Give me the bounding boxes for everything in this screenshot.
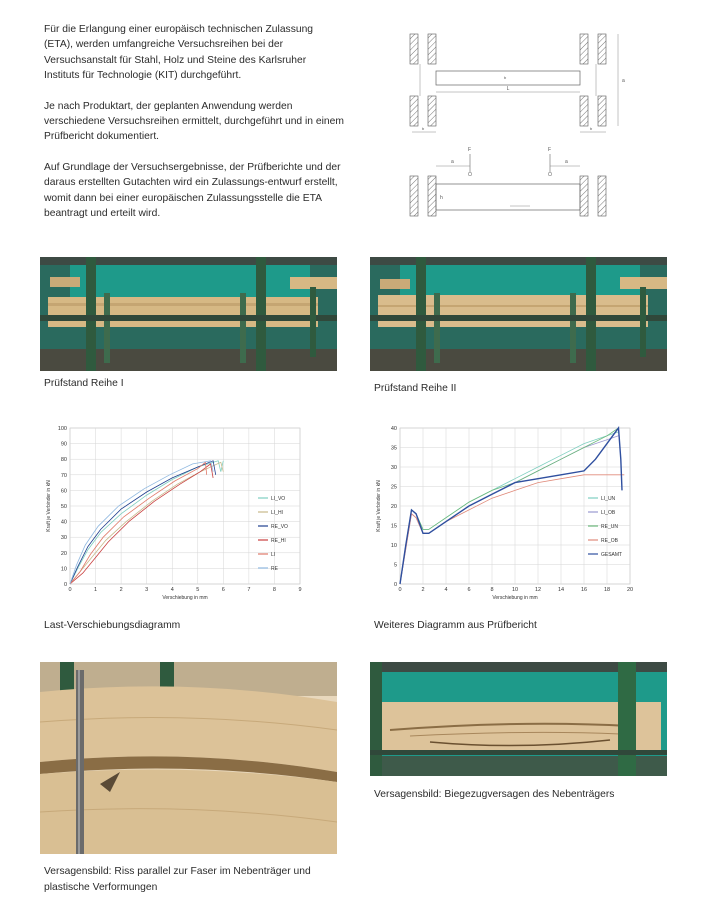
label-dist-right: a [565, 159, 568, 165]
y-tick-label: 40 [390, 426, 397, 432]
label-force-left: F [468, 147, 472, 153]
x-axis-label: Verschiebung in mm [162, 595, 208, 601]
x-tick-label: 2 [421, 587, 425, 593]
legend-entry: LI_OB [601, 510, 616, 516]
label-member: b [504, 75, 507, 80]
x-tick-label: 12 [534, 587, 542, 593]
label-width-right: b [590, 126, 593, 131]
y-tick-label: 0 [63, 582, 67, 588]
label-height: a [622, 78, 625, 84]
test-setup-svg [400, 26, 640, 226]
caption-photo-3: Versagensbild: Riss parallel zur Faser im Nebenträger und plastische Verformungen [44, 866, 311, 893]
y-tick-label: 10 [60, 566, 67, 573]
x-tick-label: 18 [603, 587, 611, 593]
side-view-drawing [410, 147, 606, 216]
legend-entry: LI_HI [271, 510, 283, 516]
caption-chart-1: Last-Verschiebungsdiagramm [44, 620, 181, 631]
caption-photo-4: Versagensbild: Biegezugversagen des Nebenträgers [374, 789, 615, 800]
intro-text [44, 22, 344, 236]
chart-load-displacement [40, 420, 337, 608]
photo-test-rig-1 [40, 257, 337, 371]
legend-entry: LI [271, 552, 276, 558]
x-tick-label: 4 [170, 587, 174, 593]
legend-entry: RE_VO [271, 524, 288, 530]
x-tick-label: 14 [557, 587, 565, 593]
y-tick-label: 15 [390, 523, 397, 530]
test-setup-diagram [400, 26, 640, 226]
y-tick-label: 30 [60, 535, 67, 542]
y-tick-label: 10 [390, 543, 397, 549]
x-tick-label: 3 [145, 587, 149, 593]
chart-test-report [370, 420, 667, 608]
y-tick-label: 0 [393, 582, 397, 588]
x-tick-label: 0 [398, 587, 402, 593]
x-tick-label: 8 [490, 587, 494, 593]
top-view-drawing [410, 34, 625, 132]
chart-2-svg [370, 420, 667, 608]
y-tick-label: 30 [390, 465, 397, 471]
caption-photo-1: Prüfstand Reihe I [44, 378, 124, 389]
y-tick-label: 35 [390, 445, 397, 452]
label-force-right: F [548, 147, 552, 153]
x-tick-label: 9 [298, 587, 302, 593]
y-tick-label: 20 [390, 504, 397, 510]
y-tick-label: 70 [60, 472, 67, 479]
y-tick-label: 100 [57, 426, 67, 432]
photo-failure-crack [40, 662, 337, 854]
legend-entry: LI_UN [601, 496, 616, 502]
x-axis-label: Verschiebung in mm [492, 595, 538, 601]
y-tick-label: 20 [60, 550, 67, 557]
x-tick-label: 16 [580, 587, 588, 593]
y-tick-label: 50 [60, 504, 67, 510]
label-dist-left: a [451, 159, 454, 165]
x-tick-label: 5 [196, 587, 200, 593]
x-tick-label: 10 [511, 587, 519, 593]
x-tick-label: 8 [272, 587, 276, 593]
legend-entry: RE_HI [271, 538, 286, 544]
y-tick-label: 25 [390, 484, 397, 491]
y-tick-label: 90 [60, 441, 67, 448]
x-tick-label: 4 [444, 587, 448, 593]
legend-entry: GESAMT [601, 552, 623, 558]
label-depth: h [440, 195, 443, 201]
x-tick-label: 2 [119, 587, 123, 593]
intro-paragraph-1: Für die Erlangung einer europäisch technischen Zulassung (ETA), werden umfangreiche Versuchsreihen bei der Versuchsanstalt für Stahl, Holz und Steine des Karlsruher Instituts für Technologie (KIT) durchgeführt. [44, 24, 314, 82]
chart-1-svg [40, 420, 337, 608]
caption-chart-2: Weiteres Diagramm aus Prüfbericht [374, 620, 537, 631]
label-width-left: b [422, 126, 425, 131]
y-tick-label: 5 [393, 562, 397, 569]
intro-paragraph-2: Je nach Produktart, der geplanten Anwendung werden verschiedene Versuchsreihen ermittelt, durchgeführt und in einem Prüfbericht dokumentiert. [44, 100, 344, 143]
y-axis-label: Kraft je Verbinder in kN [376, 480, 382, 532]
legend-entry: RE_OB [601, 538, 618, 544]
caption-photo-2: Prüfstand Reihe II [374, 383, 457, 394]
y-tick-label: 80 [60, 457, 67, 464]
label-span: L [506, 86, 510, 92]
legend-entry: LI_VO [271, 496, 286, 502]
x-tick-label: 6 [221, 587, 225, 593]
x-tick-label: 6 [467, 587, 471, 593]
photo-test-rig-2 [370, 257, 667, 371]
y-tick-label: 40 [60, 519, 67, 526]
photo-failure-bending [370, 662, 667, 776]
x-tick-label: 7 [247, 587, 251, 593]
x-tick-label: 0 [68, 587, 72, 593]
y-axis-label: Kraft je Verbinder in kN [46, 480, 52, 532]
legend-entry: RE_UN [601, 524, 618, 530]
intro-paragraph-3: Auf Grundlage der Versuchsergebnisse, der Prüfberichte und der daraus erstellten Gutachten wird ein Zulassungs-entwurf erstellt, womit dann bei einer europäischen Zulassungsstelle die ETA beantragt und erteilt wird. [44, 161, 341, 220]
y-tick-label: 60 [60, 488, 67, 495]
x-tick-label: 1 [94, 587, 98, 593]
x-tick-label: 20 [626, 587, 634, 593]
legend-entry: RE [271, 566, 278, 572]
